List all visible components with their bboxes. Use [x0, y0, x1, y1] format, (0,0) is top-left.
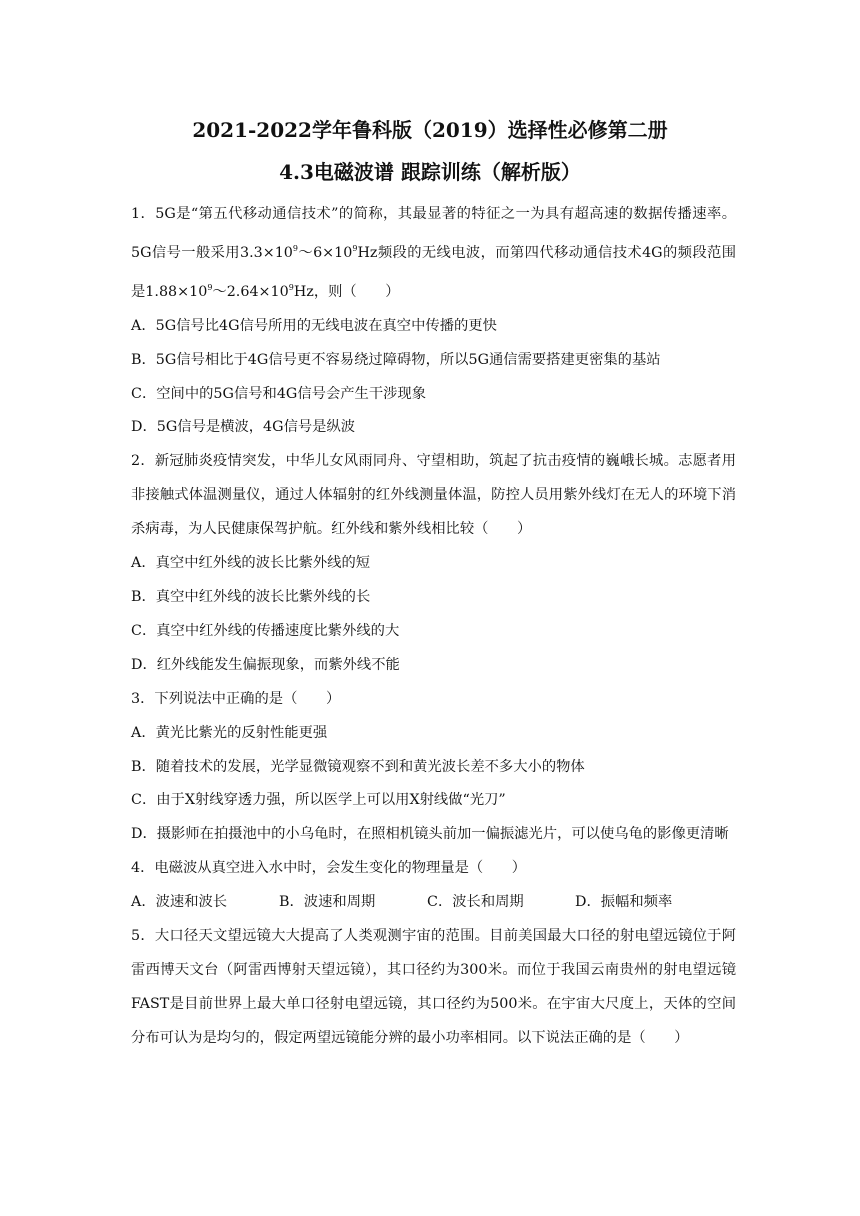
question-2-stem: 2．新冠肺炎疫情突发，中华儿女风雨同舟、守望相助，筑起了抗击疫情的巍峨长城。志愿者用非接触式体温测量仪，通过人体辐射的红外线测量体温，防控人员用紫外线灯在无人的环境下消杀病毒，为人民健康保驾护航。红外线和紫外线相比较（ ） — [131, 453, 736, 538]
question-3-stem: 3．下列说法中正确的是（ ） — [131, 690, 341, 707]
document-subtitle: 4.3电磁波谱 跟踪训练（解析版） — [279, 160, 581, 184]
question-1-stem: 1．5G是“第五代移动通信技术”的简称，其最显著的特征之一为具有超高速的数据传播速率。5G信号一般采用$3.3\times 10^9\sim 6\times 10^9Hz$频段的无线电波，而第四代移动通信技术4G的频段范围是$1.88\times 10^9\sim 2.64\times 10^9Hz$，则（ ） — [131, 206, 736, 300]
question-4-options — [131, 886, 736, 920]
question-2-option-b: B．真空中红外线的波长比紫外线的长 — [131, 588, 371, 605]
question-1-option-d: D．5G信号是横波，4G信号是纵波 — [131, 419, 356, 436]
math-expr: $3.3\times 10^9\sim 6\times 10^9Hz$ — [239, 243, 378, 261]
question-1-option-c: C．空间中的5G信号和4G信号会产生干涉现象 — [131, 385, 427, 402]
math-expr: $1.88\times 10^9\sim 2.64\times 10^9Hz$ — [145, 282, 314, 300]
question-4-option-a: A．波速和波长 — [131, 894, 228, 911]
question-2-option-c: C．真空中红外线的传播速度比紫外线的大 — [131, 622, 400, 639]
question-1-option-b: B．5G信号相比于4G信号更不容易绕过障碍物，所以5G通信需要搭建更密集的基站 — [131, 351, 661, 368]
question-2-option-a: A．真空中红外线的波长比紫外线的短 — [131, 555, 371, 572]
question-4-stem: 4．电磁波从真空进入水中时，会发生变化的物理量是（ ） — [131, 860, 527, 877]
question-list — [131, 198, 736, 1056]
question-1-option-a: A．5G信号比4G信号所用的无线电波在真空中传播的更快 — [131, 317, 497, 334]
question-3-option-b: B．随着技术的发展，光学显微镜观察不到和黄光波长差不多大小的物体 — [131, 758, 585, 775]
question-2-option-d: D．红外线能发生偏振现象，而紫外线不能 — [131, 656, 400, 673]
question-4-option-b: B．波速和周期 — [279, 894, 376, 911]
question-4-option-c: C．波长和周期 — [427, 894, 524, 911]
question-4-option-d: D．振幅和频率 — [575, 894, 673, 911]
document-title: 2021-2022学年鲁科版（2019）选择性必修第二册 — [192, 118, 668, 142]
question-5-stem: 5．大口径天文望远镜大大提高了人类观测宇宙的范围。目前美国最大口径的射电望远镜位于阿雷西博天文台（阿雷西博射天望远镜），其口径约为300米。而位于我国云南贵州的射电望远镜FAST是目前世界上最大单口径射电望远镜，其口径约为500米。在宇宙大尺度上，天体的空间分布可认为是均匀的，假定两望远镜能分辨的最小功率相同。以下说法正确的是（ ） — [131, 928, 736, 1046]
question-3-option-c: C．由于X射线穿透力强，所以医学上可以用X射线做“光刀” — [131, 792, 506, 809]
question-3-option-d: D．摄影师在拍摄池中的小乌龟时，在照相机镜头前加一偏振滤光片，可以使乌龟的影像更清晰 — [131, 826, 729, 843]
question-3-option-a: A．黄光比紫光的反射性能更强 — [131, 724, 328, 741]
